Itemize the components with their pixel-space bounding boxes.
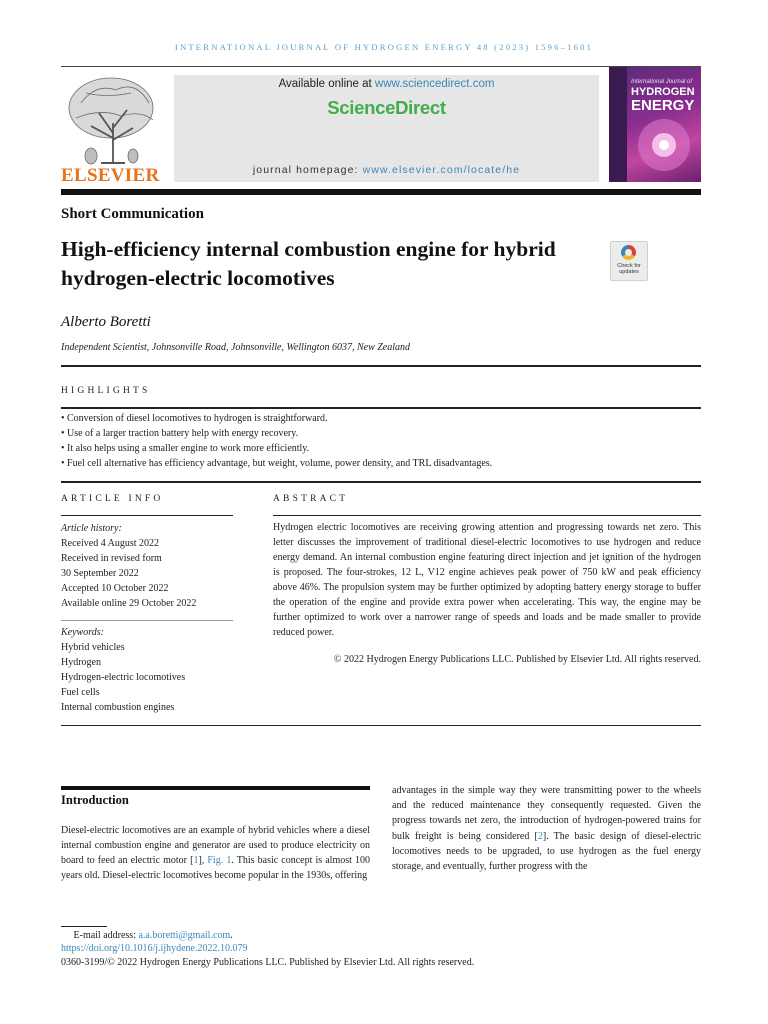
highlights-top-rule	[61, 365, 701, 367]
reference-link[interactable]: 1	[193, 855, 199, 866]
journal-homepage-line	[174, 164, 599, 176]
author-affiliation: Independent Scientist, Johnsonville Road, Johnsonville, Wellington 6037, New Zealand	[61, 342, 411, 353]
email-end: .	[230, 930, 233, 941]
history-item: Received in revised form	[61, 553, 162, 564]
abstract-text: Hydrogen electric locomotives are receiving growing attention and progressing towards net zero. This letter discusses the improvement of traditional diesel-electric locomotives to use hydrogen and reduce energy demand. An internal combustion engine featuring direct injection and jet ignition of the hydrogen is proposed. The four-strokes, 12 L, V12 engine achieves peak power of 750 kW and peak efficiency above 46%. The propulsion system may be further optimized by adopting battery energy storage to buffer the operation of the engine and provide extra power when accelerating. This way, the engine may be further optimized to work over a narrower range of speeds and loads and be made smaller to provide reduced power.	[273, 522, 701, 638]
keyword-item: Hydrogen-electric locomotives	[61, 672, 186, 683]
abstract-copyright: © 2022 Hydrogen Energy Publications LLC. Published by Elsevier Ltd. All rights reserved.	[333, 654, 701, 665]
keyword-item: Hydrogen	[61, 657, 101, 668]
history-label: Article history:	[61, 523, 122, 534]
keywords-list	[61, 625, 233, 715]
article-title: High-efficiency internal combustion engine for hybrid hydrogen-electric locomotives	[61, 237, 556, 290]
highlight-item: • Fuel cell alternative has efficiency advantage, but weight, volume, power density, and TRL disadvantages.	[61, 458, 493, 469]
keyword-item: Hybrid vehicles	[61, 642, 125, 653]
available-online-line	[174, 78, 599, 90]
introduction-bar	[61, 786, 370, 790]
homepage-prefix: journal homepage:	[252, 164, 363, 176]
intro-text: ]. The basic design of diesel-electric locomotives needs to be upgraded, to use hydrogen as the fuel energy storage, and eventually, further progress with the	[392, 830, 701, 873]
abstract-heading: ABSTRACT	[273, 494, 349, 504]
homepage-link[interactable]: www.elsevier.com/locate/he	[362, 164, 521, 176]
introduction-right-column	[392, 783, 701, 874]
front-matter-bottom-rule	[61, 725, 701, 726]
sciencedirect-link[interactable]: www.sciencedirect.com	[374, 78, 495, 90]
history-item: Received 4 August 2022	[61, 538, 160, 549]
highlights-heading: HIGHLIGHTS	[61, 386, 151, 396]
journal-citation-line: INTERNATIONAL JOURNAL OF HYDROGEN ENERGY 48 (2023) 1596–1601	[174, 42, 594, 52]
footnote-rule	[61, 926, 107, 927]
keywords-label: Keywords:	[61, 627, 104, 638]
highlights-list	[61, 411, 701, 471]
cover-line-1: International Journal of	[631, 79, 693, 85]
crossmark-icon	[621, 245, 636, 260]
article-type: Short Communication	[61, 206, 204, 222]
highlights-bottom-rule	[61, 481, 701, 483]
header-rule	[61, 66, 701, 67]
history-item: 30 September 2022	[61, 568, 139, 579]
intro-text: ],	[198, 855, 208, 866]
crossmark-label: Check for updates	[617, 263, 641, 275]
sciencedirect-brand[interactable]: ScienceDirect	[327, 97, 446, 118]
intro-text: . This basic concept is almost 100 years old. Diesel-electric locomotives become popular in the 1930s, offering	[61, 855, 371, 881]
abstract-rule	[273, 515, 701, 516]
header-thick-rule	[61, 189, 701, 195]
email-label: E-mail address:	[73, 930, 139, 941]
keyword-item: Fuel cells	[61, 687, 100, 698]
footnote-email	[61, 930, 233, 941]
article-info-heading: ARTICLE INFO	[61, 494, 164, 504]
available-prefix: Available online at	[278, 78, 375, 90]
author-name: Alberto Boretti	[61, 314, 151, 330]
journal-cover-image[interactable]	[609, 67, 701, 182]
doi-link[interactable]: https://doi.org/10.1016/j.ijhydene.2022.10.079	[61, 943, 248, 954]
keyword-item: Internal combustion engines	[61, 702, 175, 713]
reference-link[interactable]: 2	[537, 830, 543, 842]
keywords-rule	[61, 620, 233, 621]
introduction-heading: Introduction	[61, 793, 129, 807]
history-item: Accepted 10 October 2022	[61, 583, 169, 594]
introduction-left-column	[61, 823, 370, 883]
issn-copyright: 0360-3199/© 2022 Hydrogen Energy Publications LLC. Published by Elsevier Ltd. All rights reserved.	[61, 957, 475, 968]
highlight-item: • Conversion of diesel locomotives to hydrogen is straightforward.	[61, 413, 328, 424]
cover-line-3: ENERGY	[631, 97, 695, 114]
highlights-mid-rule	[61, 407, 701, 409]
elsevier-wordmark: ELSEVIER	[61, 165, 160, 186]
email-link[interactable]: a.a.boretti@gmail.com	[138, 930, 231, 941]
figure-link[interactable]: Fig. 1	[207, 855, 232, 866]
highlight-item: • It also helps using a smaller engine to work more efficiently.	[61, 443, 310, 454]
cover-line-2: HYDROGEN	[631, 86, 695, 98]
highlight-item: • Use of a larger traction battery help with energy recovery.	[61, 428, 299, 439]
history-item: Available online 29 October 2022	[61, 598, 197, 609]
article-info-rule	[61, 515, 233, 516]
article-history	[61, 521, 233, 611]
intro-text: advantages in the simple way they were transmitting power to the wheels and the reduced maintenance they consequently requested. Given the progress towards net zero, the introduction of hydrogen-powered trains for bulk freight is being considered [	[392, 785, 701, 842]
intro-text: Diesel-electric locomotives are an example of hybrid vehicles where a diesel internal combustion engine and generator are used to produce electricity on board to feed an electric motor [	[61, 825, 370, 866]
check-for-updates-button[interactable]	[610, 241, 648, 281]
